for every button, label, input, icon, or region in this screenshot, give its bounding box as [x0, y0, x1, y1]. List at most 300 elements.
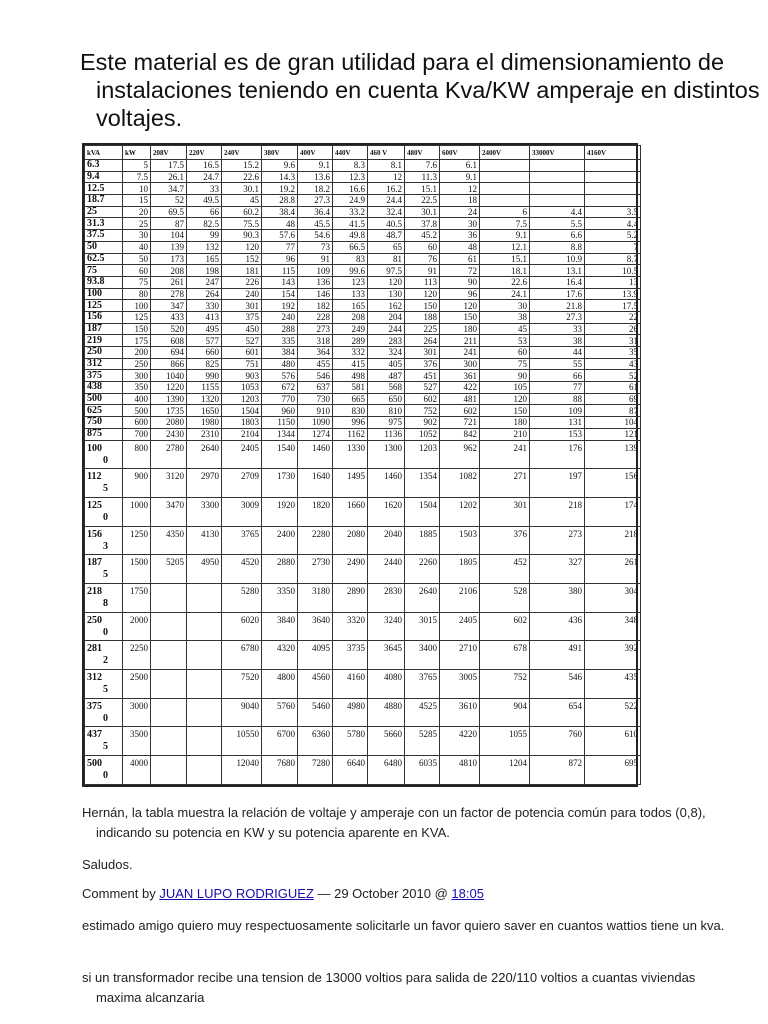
table-cell: 30.1	[222, 183, 262, 195]
table-cell: 1730	[262, 469, 298, 498]
table-cell: 8.3	[333, 160, 368, 172]
table-cell	[480, 171, 530, 183]
table-cell: 1136	[368, 428, 405, 440]
table-cell: 900	[123, 469, 151, 498]
table-cell: 800	[123, 440, 151, 469]
table-cell: 996	[333, 417, 368, 429]
table-cell: 455	[298, 358, 333, 370]
table-cell: 4220	[440, 727, 480, 756]
table-cell: 7	[585, 241, 641, 253]
table-cell: 1920	[262, 497, 298, 526]
table-cell: 208	[333, 311, 368, 323]
table-cell: 6035	[405, 756, 440, 785]
table-cell: 361	[440, 370, 480, 382]
table-cell: 241	[480, 440, 530, 469]
table-cell: 75	[480, 358, 530, 370]
table-cell: 192	[262, 300, 298, 312]
table-cell: 4525	[405, 698, 440, 727]
table-cell: 153	[530, 428, 585, 440]
table-row	[85, 417, 641, 429]
kva-cell: 93.8	[85, 276, 123, 288]
table-cell: 3180	[298, 583, 333, 612]
table-cell: 577	[187, 335, 222, 347]
kva-cell: 75	[85, 265, 123, 277]
table-cell: 7.5	[480, 218, 530, 230]
table-cell: 6.1	[440, 160, 480, 172]
table-cell: 16.2	[368, 183, 405, 195]
table-cell: 9.1	[298, 160, 333, 172]
table-cell: 3320	[333, 612, 368, 641]
kva-cell: 18.7	[85, 195, 123, 207]
table-cell: 721	[440, 417, 480, 429]
table-cell: 150	[480, 405, 530, 417]
table-cell: 2970	[187, 469, 222, 498]
table-cell: 491	[530, 641, 585, 670]
table-cell: 77	[262, 241, 298, 253]
table-row	[85, 230, 641, 242]
table-cell: 73	[298, 241, 333, 253]
table-cell: 8.7	[585, 253, 641, 265]
table-cell: 244	[368, 323, 405, 335]
table-cell: 1980	[187, 417, 222, 429]
kva-cell: 250	[85, 347, 123, 359]
table-cell: 27.3	[530, 311, 585, 323]
table-cell: 3000	[123, 698, 151, 727]
table-row	[85, 405, 641, 417]
table-cell: 55	[530, 358, 585, 370]
table-cell: 300	[123, 370, 151, 382]
table-cell: 247	[187, 276, 222, 288]
table-cell: 60	[480, 347, 530, 359]
table-cell: 208	[151, 265, 187, 277]
table-cell	[187, 727, 222, 756]
table-cell: 1203	[405, 440, 440, 469]
table-cell: 36.4	[298, 206, 333, 218]
comment-message-1	[82, 916, 742, 936]
table-cell: 364	[298, 347, 333, 359]
table-cell: 136	[298, 276, 333, 288]
table-cell: 27.3	[298, 195, 333, 207]
table-cell: 91	[405, 265, 440, 277]
table-cell: 88	[530, 393, 585, 405]
table-cell: 1504	[222, 405, 262, 417]
comment-time-link[interactable]: 18:05	[451, 886, 484, 901]
table-cell: 1620	[368, 497, 405, 526]
table-cell: 45	[222, 195, 262, 207]
comment-message-2	[82, 968, 742, 1008]
table-cell: 1082	[440, 469, 480, 498]
table-cell: 452	[480, 555, 530, 584]
table-cell: 278	[151, 288, 187, 300]
saludos-line: Saludos.	[82, 857, 133, 872]
table-cell: 2830	[368, 583, 405, 612]
table-row	[85, 218, 641, 230]
table-cell: 498	[333, 370, 368, 382]
table-cell: 601	[222, 347, 262, 359]
table-cell: 15.2	[222, 160, 262, 172]
table-cell: 77	[530, 382, 585, 394]
page-heading: Este material es de gran utilidad para el dimensionamiento de instalaciones teniendo en cuenta Kva/KW amperaje en distintos voltajes.	[80, 49, 760, 131]
kva-cell: 37.5	[85, 230, 123, 242]
kva-cell: 125	[85, 300, 123, 312]
table-cell: 96	[440, 288, 480, 300]
kva-cell: 12.5	[85, 183, 123, 195]
column-header: kVA	[85, 146, 123, 160]
table-cell: 80	[123, 288, 151, 300]
table-row	[85, 583, 641, 612]
table-cell: 15.1	[480, 253, 530, 265]
table-cell: 500	[123, 405, 151, 417]
table-cell: 348	[585, 612, 641, 641]
table-cell	[585, 171, 641, 183]
table-cell: 7520	[222, 670, 262, 699]
table-cell: 52	[585, 370, 641, 382]
table-cell: 40.5	[368, 218, 405, 230]
table-row	[85, 347, 641, 359]
kva-cell: 6.3	[85, 160, 123, 172]
table-cell: 1650	[187, 405, 222, 417]
table-cell: 49.8	[333, 230, 368, 242]
table-cell: 38.4	[262, 206, 298, 218]
table-cell: 99.6	[333, 265, 368, 277]
table-row	[85, 670, 641, 699]
kva-cell: 312	[85, 358, 123, 370]
table-cell: 48.7	[368, 230, 405, 242]
table-cell: 405	[368, 358, 405, 370]
table-cell: 13.1	[530, 265, 585, 277]
table-cell: 45.5	[298, 218, 333, 230]
table-cell: 176	[530, 440, 585, 469]
kva-cell: 281 2	[85, 641, 123, 670]
table-row	[85, 555, 641, 584]
table-cell: 20	[123, 206, 151, 218]
table-cell: 602	[405, 393, 440, 405]
table-cell: 4000	[123, 756, 151, 785]
table-cell: 2710	[440, 641, 480, 670]
table-cell: 350	[123, 382, 151, 394]
table-row	[85, 276, 641, 288]
table-cell: 487	[368, 370, 405, 382]
table-cell: 384	[262, 347, 298, 359]
table-cell: 2440	[368, 555, 405, 584]
table-cell: 146	[298, 288, 333, 300]
kva-cell: 500 0	[85, 756, 123, 785]
kva-cell: 187 5	[85, 555, 123, 584]
table-cell: 347	[151, 300, 187, 312]
table-cell: 37.8	[405, 218, 440, 230]
table-cell: 139	[151, 241, 187, 253]
table-cell: 33	[187, 183, 222, 195]
table-cell: 1540	[262, 440, 298, 469]
table-cell	[151, 670, 187, 699]
table-cell: 1155	[187, 382, 222, 394]
table-cell: 1274	[298, 428, 333, 440]
table-cell: 392	[585, 641, 641, 670]
table-cell: 4130	[187, 526, 222, 555]
table-cell: 5460	[298, 698, 333, 727]
table-cell: 173	[151, 253, 187, 265]
table-cell: 2106	[440, 583, 480, 612]
table-cell: 1052	[405, 428, 440, 440]
table-cell: 1495	[333, 469, 368, 498]
table-row	[85, 440, 641, 469]
table-row	[85, 727, 641, 756]
kva-cell: 438	[85, 382, 123, 394]
table-row	[85, 183, 641, 195]
table-cell: 1640	[298, 469, 333, 498]
table-cell: 1204	[480, 756, 530, 785]
table-cell: 60	[405, 241, 440, 253]
table-cell: 24.4	[368, 195, 405, 207]
table-cell: 962	[440, 440, 480, 469]
table-cell: 422	[440, 382, 480, 394]
table-cell: 57.6	[262, 230, 298, 242]
table-row	[85, 241, 641, 253]
table-row	[85, 612, 641, 641]
table-cell: 87	[151, 218, 187, 230]
kva-cell: 125 0	[85, 497, 123, 526]
kva-cell: 31.3	[85, 218, 123, 230]
table-cell: 130	[368, 288, 405, 300]
table-cell: 120	[222, 241, 262, 253]
table-cell	[530, 171, 585, 183]
table-row	[85, 428, 641, 440]
table-cell: 125	[123, 311, 151, 323]
table-cell: 3470	[151, 497, 187, 526]
table-cell: 261	[151, 276, 187, 288]
table-cell: 1504	[405, 497, 440, 526]
table-cell	[151, 641, 187, 670]
table-cell: 120	[480, 393, 530, 405]
table-cell: 730	[298, 393, 333, 405]
kva-cell: 625	[85, 405, 123, 417]
table-cell: 5205	[151, 555, 187, 584]
table-cell: 375	[222, 311, 262, 323]
author-link[interactable]: JUAN LUPO RODRIGUEZ	[159, 886, 314, 901]
table-cell: 2250	[123, 641, 151, 670]
kva-cell: 250 0	[85, 612, 123, 641]
table-cell: 376	[405, 358, 440, 370]
table-cell: 1040	[151, 370, 187, 382]
table-cell: 16.5	[187, 160, 222, 172]
table-cell: 522	[585, 698, 641, 727]
table-cell	[187, 670, 222, 699]
table-cell: 65	[368, 241, 405, 253]
table-cell: 16.6	[333, 183, 368, 195]
table-cell: 60	[123, 265, 151, 277]
table-cell: 25	[123, 218, 151, 230]
table-cell: 1503	[440, 526, 480, 555]
table-cell: 902	[405, 417, 440, 429]
table-cell: 289	[333, 335, 368, 347]
table-cell: 104	[151, 230, 187, 242]
table-cell: 211	[440, 335, 480, 347]
table-cell: 105	[480, 382, 530, 394]
table-cell: 1320	[187, 393, 222, 405]
comment-paragraph	[82, 803, 742, 843]
table-cell: 2880	[262, 555, 298, 584]
table-cell: 75.5	[222, 218, 262, 230]
table-cell: 4160	[333, 670, 368, 699]
table-cell: 50	[123, 253, 151, 265]
column-header: 480V	[405, 146, 440, 160]
table-cell: 43	[585, 358, 641, 370]
table-cell: 3015	[405, 612, 440, 641]
table-cell: 288	[262, 323, 298, 335]
table-cell	[585, 160, 641, 172]
table-cell: 6	[480, 206, 530, 218]
table-cell: 120	[405, 288, 440, 300]
table-cell: 22.6	[480, 276, 530, 288]
table-cell: 3765	[222, 526, 262, 555]
table-cell: 283	[368, 335, 405, 347]
table-cell: 2405	[440, 612, 480, 641]
table-cell: 1354	[405, 469, 440, 498]
table-cell: 7.5	[123, 171, 151, 183]
table-cell	[530, 195, 585, 207]
table-cell: 1460	[368, 469, 405, 498]
table-cell: 264	[405, 335, 440, 347]
table-cell	[585, 195, 641, 207]
table-row	[85, 288, 641, 300]
table-cell: 120	[440, 300, 480, 312]
table-cell: 12	[368, 171, 405, 183]
table-cell: 304	[585, 583, 641, 612]
table-row	[85, 160, 641, 172]
table-cell: 54.6	[298, 230, 333, 242]
table-row	[85, 358, 641, 370]
table-cell: 21.8	[530, 300, 585, 312]
table-cell: 810	[368, 405, 405, 417]
table-cell: 2640	[187, 440, 222, 469]
table-cell: 1344	[262, 428, 298, 440]
table-cell: 5285	[405, 727, 440, 756]
table-cell: 5660	[368, 727, 405, 756]
table-cell: 165	[187, 253, 222, 265]
table-cell: 264	[187, 288, 222, 300]
kva-cell: 750	[85, 417, 123, 429]
table-cell: 3610	[440, 698, 480, 727]
table-cell: 4950	[187, 555, 222, 584]
table-cell: 150	[123, 323, 151, 335]
kva-cell: 312 5	[85, 670, 123, 699]
comment-date: — 29 October 2010 @	[313, 886, 452, 901]
table-cell	[151, 612, 187, 641]
table-cell: 38	[480, 311, 530, 323]
table-cell: 1250	[123, 526, 151, 555]
kva-cell: 437 5	[85, 727, 123, 756]
table-cell: 33.2	[333, 206, 368, 218]
table-cell: 10.9	[530, 253, 585, 265]
table-cell: 10550	[222, 727, 262, 756]
table-cell: 2310	[187, 428, 222, 440]
table-cell: 413	[187, 311, 222, 323]
table-cell: 770	[262, 393, 298, 405]
table-cell: 7680	[262, 756, 298, 785]
table-cell: 12.1	[480, 241, 530, 253]
table-cell: 2280	[298, 526, 333, 555]
table-cell	[187, 756, 222, 785]
table-cell: 150	[405, 300, 440, 312]
table-cell: 752	[480, 670, 530, 699]
table-cell: 6780	[222, 641, 262, 670]
table-cell: 3005	[440, 670, 480, 699]
column-header: 440V	[333, 146, 368, 160]
table-cell: 13	[585, 276, 641, 288]
table-cell: 990	[187, 370, 222, 382]
table-cell: 5780	[333, 727, 368, 756]
table-cell: 2430	[151, 428, 187, 440]
table-cell: 637	[298, 382, 333, 394]
table-cell: 2104	[222, 428, 262, 440]
column-header: 240V	[222, 146, 262, 160]
table-cell: 301	[480, 497, 530, 526]
table-cell: 16.4	[530, 276, 585, 288]
table-cell: 61	[585, 382, 641, 394]
table-cell: 273	[298, 323, 333, 335]
table-cell: 480	[262, 358, 298, 370]
table-cell: 273	[530, 526, 585, 555]
table-cell: 2890	[333, 583, 368, 612]
table-cell: 175	[123, 335, 151, 347]
table-cell	[187, 641, 222, 670]
table-cell: 2260	[405, 555, 440, 584]
table-cell: 650	[368, 393, 405, 405]
table-cell: 24	[440, 206, 480, 218]
table-cell: 99	[187, 230, 222, 242]
table-row	[85, 300, 641, 312]
table-cell: 30	[440, 218, 480, 230]
table-cell: 115	[262, 265, 298, 277]
table-row	[85, 469, 641, 498]
table-cell	[187, 583, 222, 612]
table-row	[85, 206, 641, 218]
table-cell: 433	[151, 311, 187, 323]
table-cell: 123	[333, 276, 368, 288]
table-cell: 90	[440, 276, 480, 288]
table-cell: 4.4	[585, 218, 641, 230]
table-cell: 154	[262, 288, 298, 300]
table-cell: 751	[222, 358, 262, 370]
table-cell: 1660	[333, 497, 368, 526]
table-cell: 376	[480, 526, 530, 555]
table-cell: 6480	[368, 756, 405, 785]
table-cell: 3735	[333, 641, 368, 670]
table-cell: 3120	[151, 469, 187, 498]
column-header: 2400V	[480, 146, 530, 160]
table-cell: 1500	[123, 555, 151, 584]
table-cell: 24.7	[187, 171, 222, 183]
table-cell: 38	[530, 335, 585, 347]
table-cell: 665	[333, 393, 368, 405]
table-cell: 576	[262, 370, 298, 382]
table-cell: 204	[368, 311, 405, 323]
table-cell: 654	[530, 698, 585, 727]
table-cell: 450	[222, 323, 262, 335]
table-cell: 30	[480, 300, 530, 312]
table-cell: 1803	[222, 417, 262, 429]
table-cell: 132	[187, 241, 222, 253]
table-cell: 52	[151, 195, 187, 207]
table-cell: 228	[298, 311, 333, 323]
table-cell: 72	[440, 265, 480, 277]
table-cell: 2040	[368, 526, 405, 555]
table-cell: 48	[440, 241, 480, 253]
table-cell	[151, 756, 187, 785]
table-cell: 1460	[298, 440, 333, 469]
table-cell: 1885	[405, 526, 440, 555]
table-cell: 22	[585, 311, 641, 323]
